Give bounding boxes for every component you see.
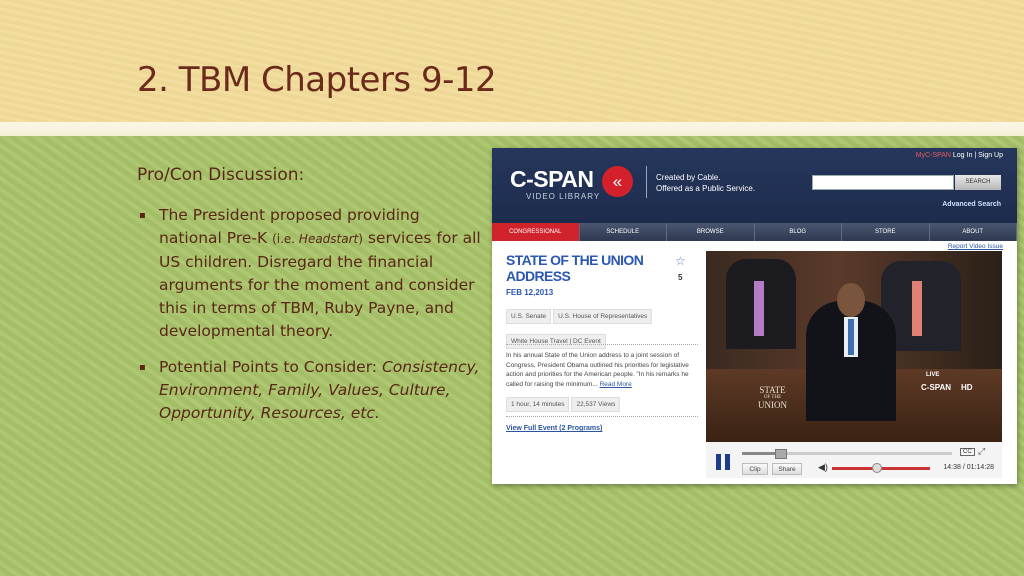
account-links [916,152,1003,159]
video-figure-tie [754,281,764,336]
search-button[interactable]: SEARCH [955,175,1001,190]
nav-blog[interactable]: BLOG [755,223,843,241]
tag-chip[interactable]: U.S. House of Representatives [553,309,652,324]
report-video-issue-link[interactable]: Report Video Issue [947,243,1003,250]
playback-time: 14:38 / 01:14:28 [943,464,994,471]
star-icon[interactable]: ☆ [675,254,686,268]
logo-line: OF THE [763,395,782,400]
advanced-search-link[interactable]: Advanced Search [942,201,1001,208]
header-divider [646,166,647,198]
video-figure-tie [912,281,922,336]
cspan-screenshot [492,148,1017,484]
subheading: Pro/Con Discussion: [137,165,305,185]
tag-chip[interactable]: U.S. Senate [506,309,551,324]
cspan-tagline [656,172,755,194]
nav-about[interactable]: ABOUT [930,223,1018,241]
live-badge: LIVE [926,372,940,378]
mycspan-link[interactable]: MyC-SPAN [915,152,951,159]
title-edge [0,122,1024,136]
hd-badge: HD [961,383,973,392]
tagline-line-1: Created by Cable. [656,173,721,182]
view-full-event-link[interactable]: View Full Event (2 Programs) [506,425,603,432]
fullscreen-icon[interactable]: ⤢ [978,446,986,456]
bullet-text-cont: services for all US children. Disregard the financial arguments for the moment and consider this in terms of TBM, Ruby Payne, and developmental theory. [159,229,481,340]
volume-handle[interactable] [872,463,882,473]
video-player[interactable] [706,251,1002,442]
description-text: In his annual State of the Union address to a joint session of Congress, President Obama outlined his priorities for legislative action and priorities for the American people. "In his remarks he called for raising the minimum... [506,352,689,388]
search-input[interactable] [812,175,954,190]
state-of-union-logo [758,386,787,410]
views-badge: 22,537 Views [571,397,620,412]
divider [506,416,698,417]
read-more-link[interactable]: Read More [599,380,632,388]
event-title: STATE OF THE UNION ADDRESS [506,252,644,284]
event-stats [506,393,622,418]
divider [506,344,698,345]
bullet-italic: Consistency, Environment, Family, Values, Culture, Opportunity, Resources, etc. [159,358,480,422]
signup-link[interactable]: Sign Up [978,152,1003,159]
bullet-paren-close: ) [358,232,363,246]
bullet-paren-italic: Headstart [298,232,359,246]
bullet-marker: ▪ [139,362,146,373]
star-count: 5 [678,273,683,282]
bullet-marker: ▪ [139,210,146,221]
logo-line: UNION [758,400,787,410]
rewind-icon: « [602,166,633,197]
video-speaker-tie [848,319,854,355]
slide-content [137,165,487,438]
nav-congressional-chronicle[interactable]: CONGRESSIONAL CHRONICLE [492,223,580,241]
login-link[interactable]: Log In [952,152,973,159]
cspan-logo[interactable]: C-SPAN [510,166,594,192]
event-description [506,351,696,389]
nav-store[interactable]: STORE [842,223,930,241]
duration-badge: 1 hour, 14 minutes [506,397,569,412]
bullet-item [137,204,487,343]
tag-chip[interactable]: White House Travel | DC Event [506,334,606,349]
cspan-header [492,148,1017,223]
clip-button[interactable]: Clip [742,463,768,475]
progress-bar[interactable] [742,452,952,455]
tagline-line-2: Offered as a Public Service. [656,184,756,193]
link-separator: | [974,152,977,159]
volume-icon[interactable]: ◀) [818,462,828,472]
progress-handle[interactable] [775,449,787,459]
event-date: FEB 12,2013 [506,288,554,297]
nav-browse[interactable]: BROWSE [667,223,755,241]
closed-caption-icon[interactable]: CC [960,448,975,456]
pause-icon[interactable] [716,454,732,470]
share-button[interactable]: Share [772,463,802,475]
nav-schedule[interactable]: SCHEDULE [580,223,668,241]
logo-line: STATE [759,385,786,395]
cspan-bug: C-SPAN [921,383,952,392]
event-tags [506,305,691,355]
video-controls [706,442,1002,478]
bullet-item [137,356,487,425]
slide-title: 2. TBM Chapters 9-12 [137,60,497,100]
bullet-text: The President proposed providing national Pre-K [159,206,420,247]
video-speaker-head [837,283,865,317]
cspan-sublogo: VIDEO LIBRARY [526,192,601,201]
bullet-paren-open: (i.e. [272,232,299,246]
bullet-lead: Potential Points to Consider: [159,358,382,376]
